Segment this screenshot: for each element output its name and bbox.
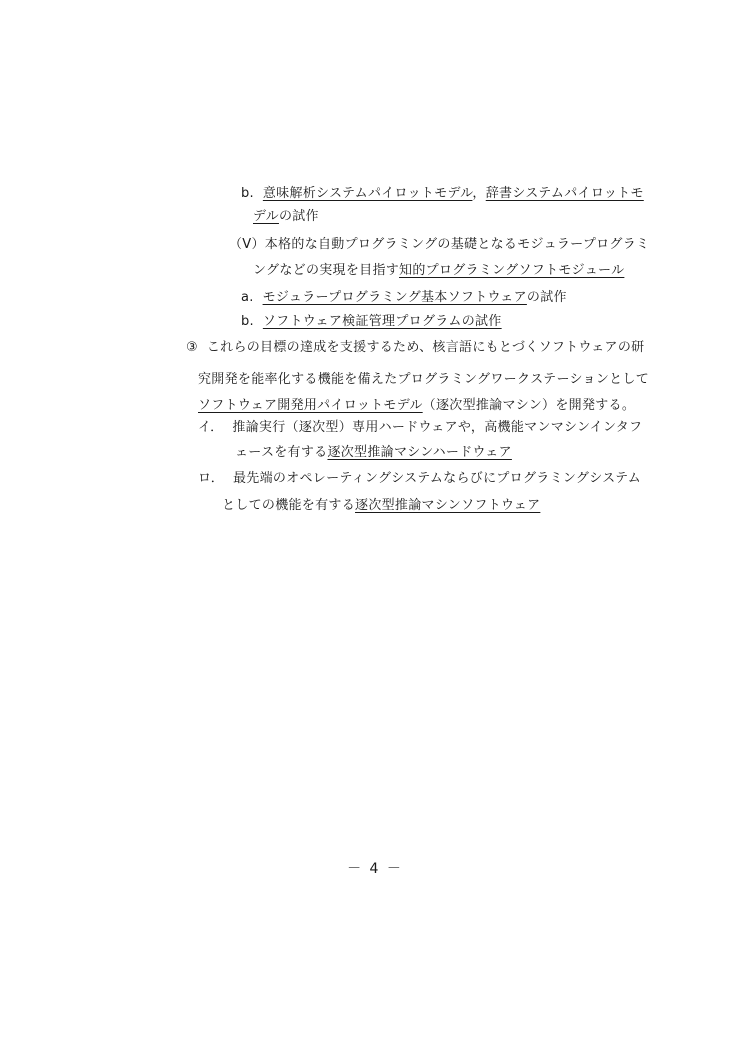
text: （逐次型推論マシン）を開発する。 — [422, 398, 636, 413]
underlined-text: デル — [253, 209, 279, 224]
underlined-text: ソフトウェア開発用パイロットモデル — [198, 398, 423, 413]
item-i-line-2 — [235, 445, 512, 461]
text: ェースを有する — [235, 445, 328, 460]
underlined-text: 知的プログラミングソフトモジュール — [399, 263, 625, 278]
text: 最先端のオペレーティングシステムならびにプログラミングシステム — [232, 471, 642, 486]
item-ro-line-1 — [198, 471, 641, 487]
item-marker: ③ — [186, 340, 198, 355]
item-marker: （V） — [229, 237, 265, 252]
underlined-text: 逐次型推論マシンソフトウェア — [355, 498, 541, 513]
underlined-text: 辞書システムパイロットモ — [485, 186, 644, 201]
underlined-text: 意味解析システムパイロットモデル — [262, 186, 473, 201]
paragraph-3-line-2 — [198, 372, 649, 388]
item-i-line-1 — [198, 420, 642, 436]
item-b-semantic-line-1 — [241, 186, 644, 202]
text: 推論実行（逐次型）専用ハードウェアや，高機能マンマシンインタフ — [232, 420, 643, 435]
item-b-verification-line — [241, 314, 502, 330]
item-marker: イ． — [198, 420, 224, 435]
page-number: － 4 － — [347, 861, 403, 877]
paragraph-3-line-3 — [198, 398, 635, 414]
item-v-line-1 — [229, 237, 649, 253]
text: の試作 — [526, 290, 567, 305]
text: 本格的な自動プログラミングの基礎となるモジュラープログラミ — [264, 237, 650, 252]
paragraph-3-line-1 — [186, 340, 644, 356]
text: としての機能を有する — [222, 498, 356, 513]
text: の試作 — [278, 209, 319, 224]
underlined-text: ソフトウェア検証管理プログラムの試作 — [262, 314, 502, 329]
text: 究開発を能率化する機能を備えたプログラミングワークステーションとして — [198, 372, 650, 387]
underlined-text: モジュラープログラミング基本ソフトウェア — [262, 290, 527, 305]
text: これらの目標の達成を支援するため、核言語にもとづくソフトウェアの研 — [206, 340, 645, 355]
text: ングなどの実現を目指す — [253, 263, 400, 278]
item-marker: b. — [241, 186, 254, 201]
item-b-semantic-line-2 — [253, 209, 319, 225]
item-a-line — [241, 290, 567, 306]
item-v-line-2 — [253, 263, 624, 279]
underlined-text: 逐次型推論マシンハードウェア — [327, 445, 512, 460]
item-ro-line-2 — [222, 498, 540, 514]
item-marker: b. — [241, 314, 254, 329]
text: ， — [472, 186, 486, 201]
item-marker: a. — [241, 290, 254, 305]
item-marker: ロ． — [198, 471, 225, 486]
